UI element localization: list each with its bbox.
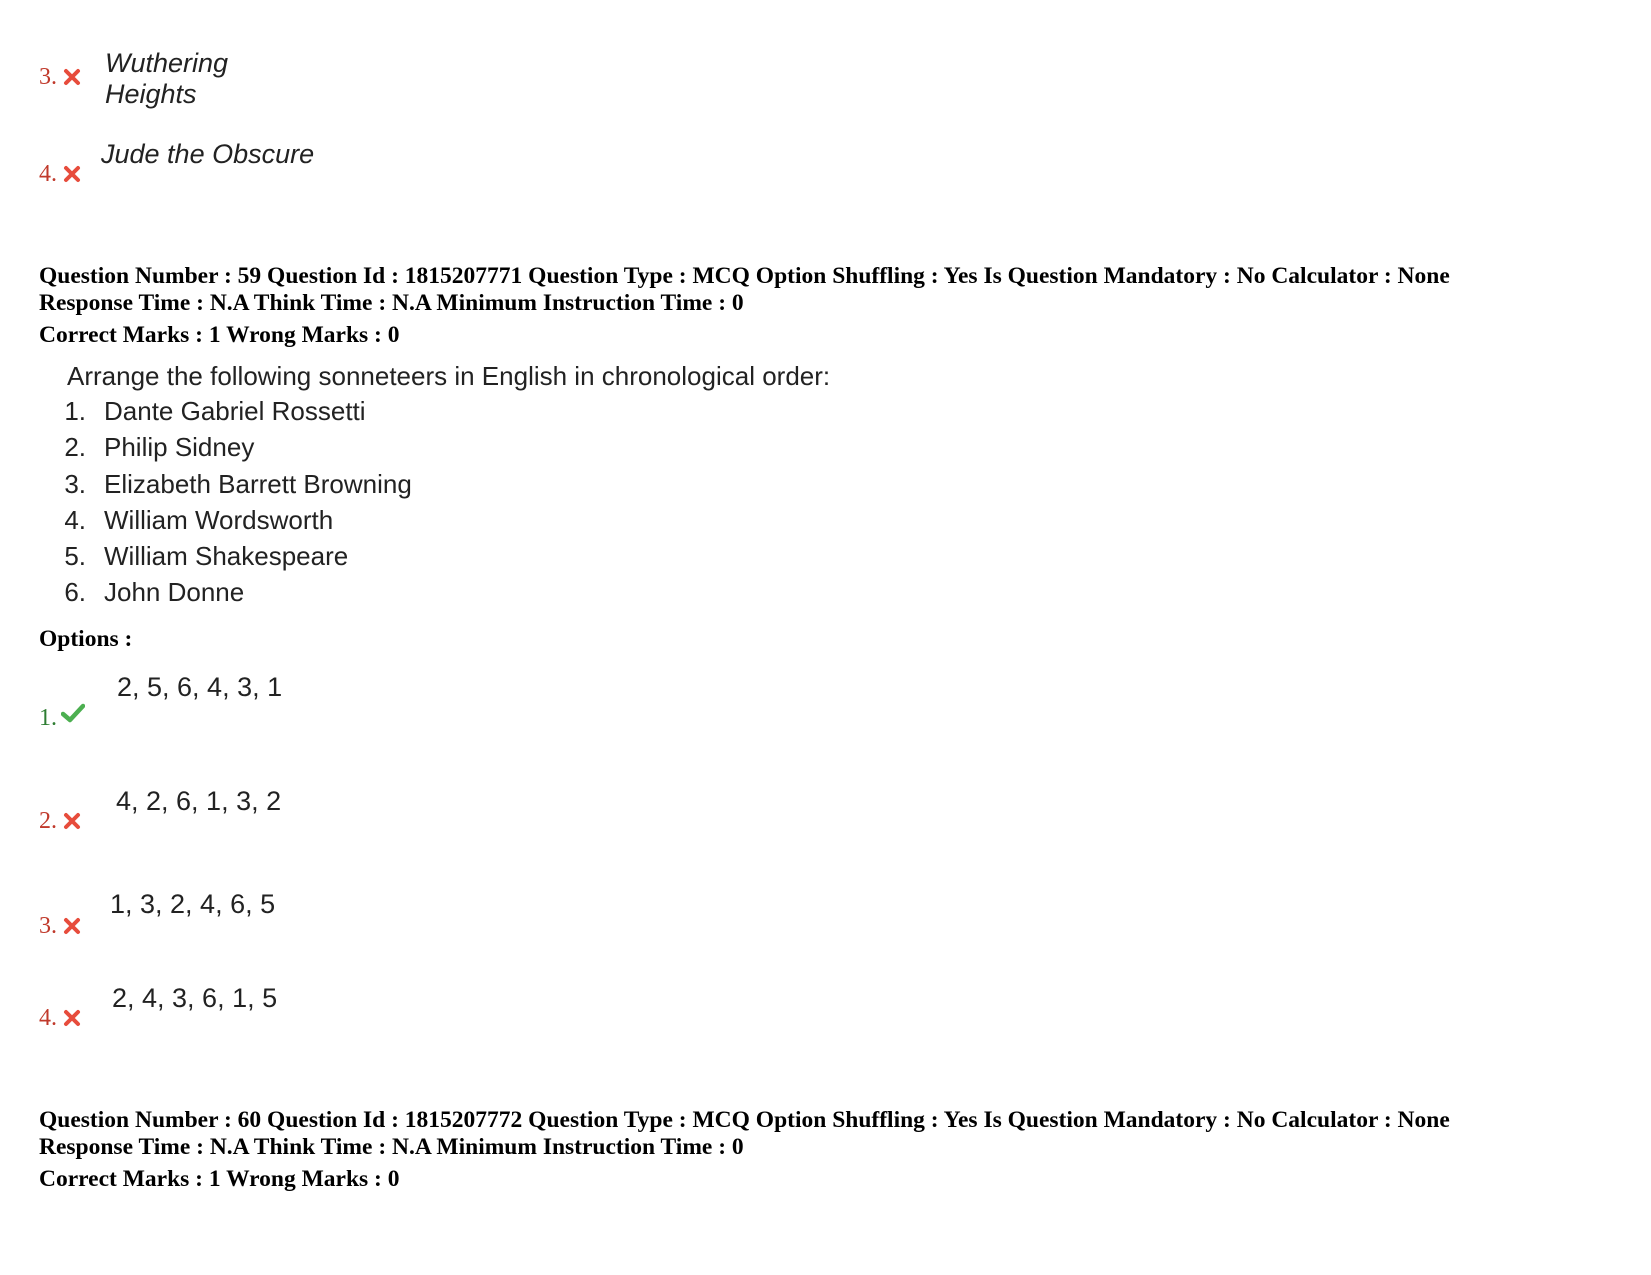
q59-stem: Arrange the following sonneteers in English in chronological order:: [67, 361, 831, 391]
list-item: 4. William Wordsworth: [64, 505, 334, 535]
cross-icon: [63, 1009, 81, 1027]
list-item: 2. Philip Sidney: [64, 432, 255, 462]
check-icon: [61, 703, 85, 723]
cross-icon: [63, 68, 81, 86]
prev-option-4-number: 4.: [39, 161, 57, 187]
q59-option-4-number: 4.: [39, 1005, 57, 1031]
q59-option-2-number: 2.: [39, 808, 57, 834]
q59-option-4-text: 2, 4, 3, 6, 1, 5: [112, 983, 278, 1013]
q60-meta-line1: Question Number : 60 Question Id : 1815207772 Question Type : MCQ Option Shuffling : Yes Is Question Mandatory : No Calculator : None: [39, 1107, 1450, 1133]
q59-option-2-text: 4, 2, 6, 1, 3, 2: [116, 786, 282, 816]
cross-icon: [63, 917, 81, 935]
q60-marks: Correct Marks : 1 Wrong Marks : 0: [39, 1166, 400, 1192]
q59-option-3-text: 1, 3, 2, 4, 6, 5: [110, 889, 276, 919]
list-item: 6. John Donne: [64, 577, 245, 607]
q59-option-3-number: 3.: [39, 913, 57, 939]
q59-meta-line2: Response Time : N.A Think Time : N.A Minimum Instruction Time : 0: [39, 290, 744, 316]
cross-icon: [63, 165, 81, 183]
q59-marks: Correct Marks : 1 Wrong Marks : 0: [39, 322, 400, 348]
q59-option-1-number: 1.: [39, 705, 57, 731]
q59-meta-line1: Question Number : 59 Question Id : 1815207771 Question Type : MCQ Option Shuffling : Yes Is Question Mandatory : No Calculator : None: [39, 263, 1450, 289]
prev-option-4-text: Jude the Obscure: [101, 139, 315, 169]
q59-option-1-text: 2, 5, 6, 4, 3, 1: [117, 672, 283, 702]
prev-option-3-text: Wuthering Heights: [105, 48, 229, 109]
cross-icon: [63, 812, 81, 830]
list-item: 1. Dante Gabriel Rossetti: [64, 396, 366, 426]
list-item: 3. Elizabeth Barrett Browning: [64, 469, 412, 499]
list-item: 5. William Shakespeare: [64, 541, 349, 571]
prev-option-3-number: 3.: [39, 64, 57, 90]
q60-meta-line2: Response Time : N.A Think Time : N.A Minimum Instruction Time : 0: [39, 1134, 744, 1160]
options-label: Options :: [39, 626, 133, 652]
